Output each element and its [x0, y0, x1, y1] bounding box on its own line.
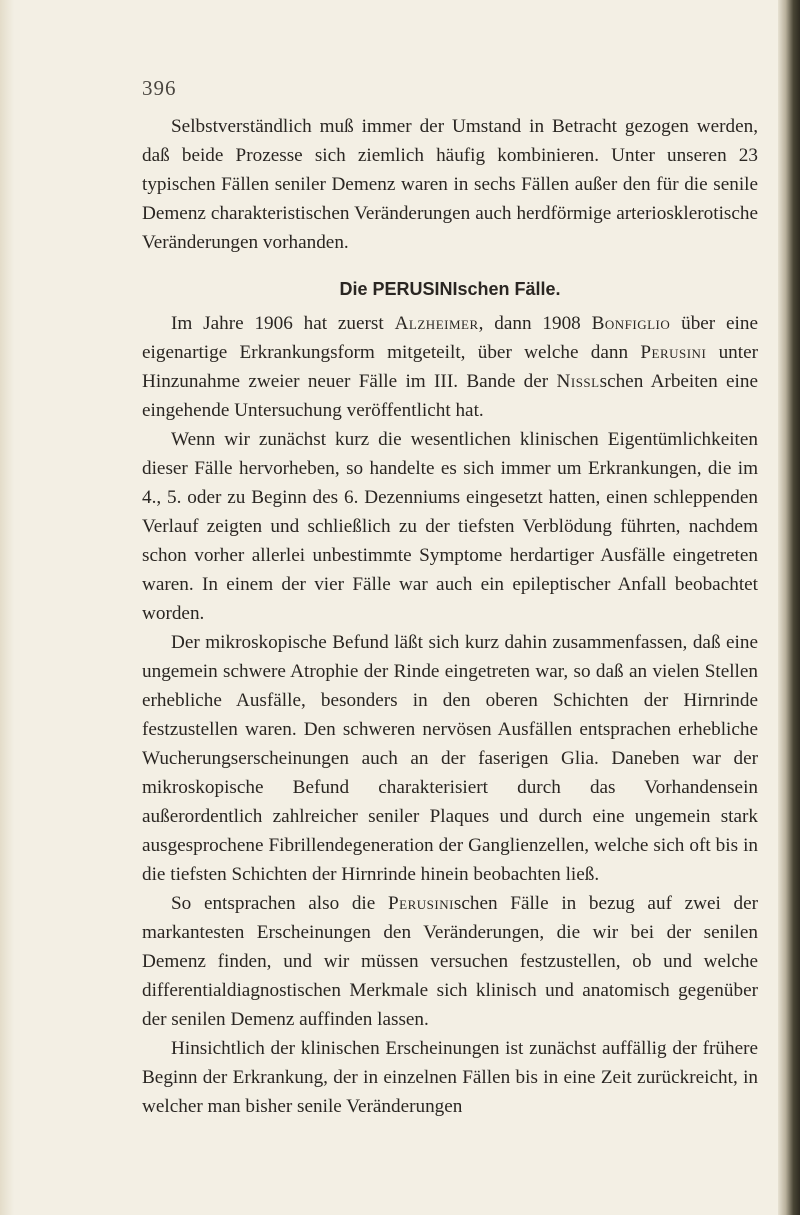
page-gutter-shadow: [0, 0, 14, 1215]
author-name-perusini: Perusini: [640, 342, 707, 363]
author-name-bonfiglio: Bonfiglio: [591, 313, 671, 334]
page-number: 396: [142, 76, 177, 100]
author-name-nissl: Nissl: [556, 371, 600, 392]
text-run: So entsprachen also die: [171, 893, 388, 914]
section-heading: Die PERUSINIschen Fälle.: [339, 279, 561, 299]
paragraph-5: [142, 889, 758, 1034]
text-run: über eine eigenartige Erkrankungsform mitgeteilt, über welche dann: [142, 313, 758, 363]
paragraph-1: Selbstverständlich muß immer der Umstand in Betracht gezogen werden, daß beide Prozesse sich ziemlich häufig kombinieren. Unter unseren 23 typischen Fällen seniler Demenz waren in sechs Fällen außer den für die senile Demenz charakteristischen Veränderungen auch herdförmige arteriosklerotische Veränderungen vorhanden.: [142, 116, 758, 253]
body-text: [142, 112, 758, 1121]
text-run: , dann 1908: [478, 313, 592, 334]
text-run: Im Jahre 1906 hat zuerst: [171, 313, 395, 334]
text-run: unter Hinzunahme zweier neuer Fälle im III. Bande der: [142, 342, 758, 392]
paragraph-6: Hinsichtlich der klinischen Erscheinungen ist zunächst auffällig der frühere Beginn der Erkrankung, der in einzelnen Fällen bis in eine Zeit zurückreicht, in welcher man bisher senile Veränderungen: [142, 1038, 758, 1117]
text-run: schen Fälle in bezug auf zwei der markantesten Erscheinungen den Veränderungen, die wir bei der senilen Demenz finden, und wir müssen versuchen festzustellen, ob und welche differentialdiagnostischen Merkmale sich klinisch und anatomisch gegenüber der senilen Demenz auffinden lassen.: [142, 893, 759, 1030]
text-run: schen Arbeiten eine eingehende Untersuchung veröffentlicht hat.: [142, 371, 758, 421]
paragraph-3: Wenn wir zunächst kurz die wesentlichen klinischen Eigentümlichkeiten dieser Fälle hervorheben, so handelte es sich immer um Erkrankungen, die im 4., 5. oder zu Beginn des 6. Dezenniums eingesetzt hatten, einen schleppenden Verlauf zeigten und schließlich zu der tiefsten Verblödung führten, nachdem schon vorher allerlei unbestimmte Symptome herdartiger Ausfälle eingetreten waren. In einem der vier Fälle war auch ein epileptischer Anfall beobachtet worden.: [142, 429, 758, 624]
paragraph-2: [142, 309, 758, 425]
author-name-alzheimer: Alzheimer: [394, 313, 479, 334]
author-name-perusini: Perusini: [387, 893, 454, 914]
paragraph-4: Der mikroskopische Befund läßt sich kurz dahin zusammenfassen, daß eine ungemein schwere Atrophie der Rinde eingetreten war, so daß an vielen Stellen erhebliche Ausfälle, besonders in den oberen Schichten der Hirnrinde festzustellen waren. Den schweren nervösen Ausfällen entsprachen erhebliche Wucherungserscheinungen auch an der faserigen Glia. Daneben war der mikroskopische Befund charakterisiert durch das Vorhandensein außerordentlich zahlreicher seniler Plaques und durch eine ungemein stark ausgesprochene Fibrillendegeneration der Ganglienzellen, welche sich oft bis in die tiefsten Schichten der Hirnrinde hinein beobachten ließ.: [142, 632, 758, 885]
page-edge-shadow: [778, 0, 800, 1215]
